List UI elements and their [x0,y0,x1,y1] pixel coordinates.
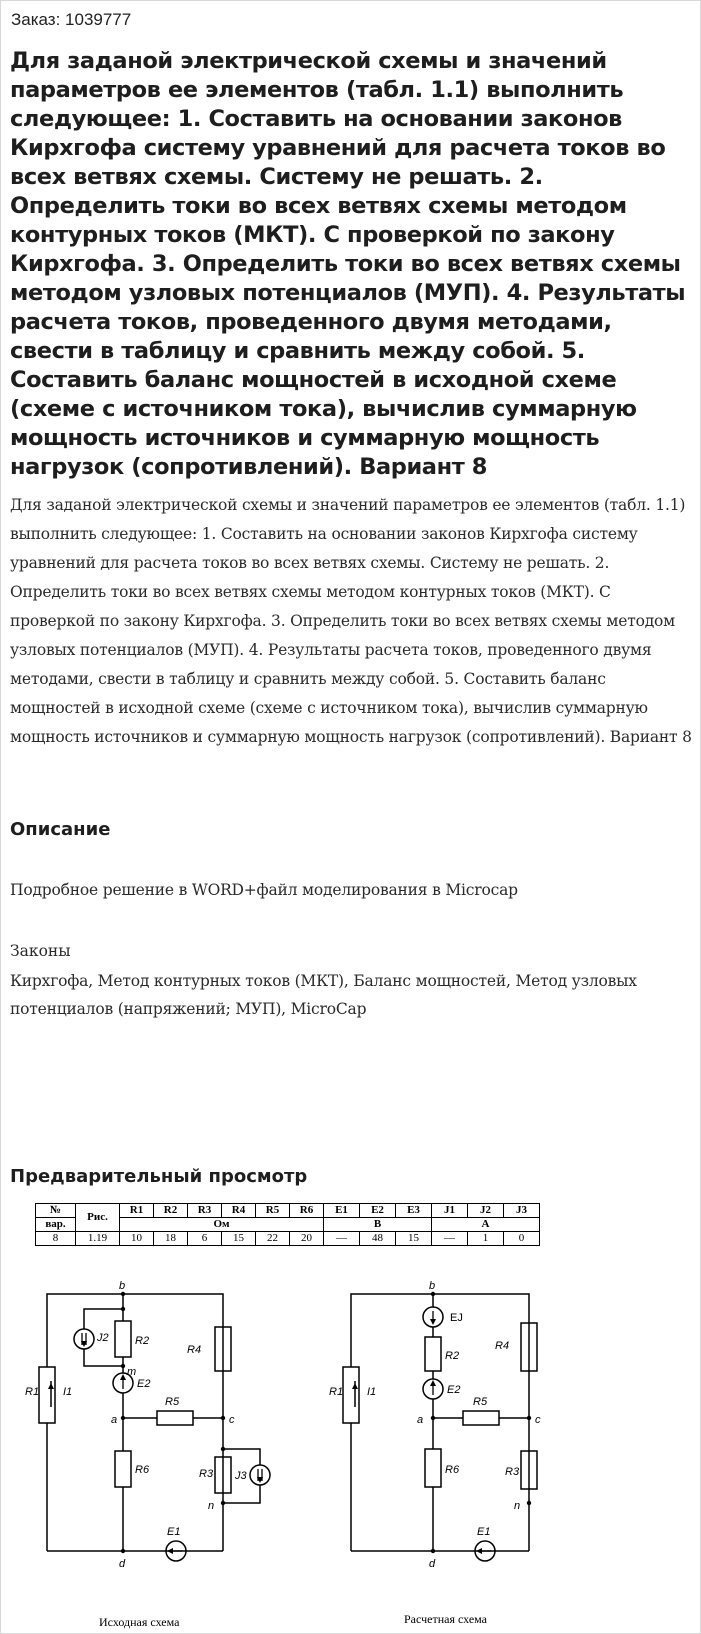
i1-label: I1 [63,1386,73,1398]
table-unit-cell: Ом [120,1218,324,1232]
node-n-label: n [514,1500,521,1512]
table-header-row [36,1204,540,1218]
j3-label: J3 [235,1470,247,1482]
laws-label: Законы [10,942,71,960]
table-cell: — [432,1232,468,1246]
description-text: Подробное решение в WORD+файл моделирования в Microcap [10,881,518,899]
table-header-cell: E2 [360,1204,396,1218]
node-a-label: a [417,1414,424,1426]
r3-label: R3 [505,1466,520,1478]
r4-label: R4 [495,1340,510,1352]
table-cell: 15 [396,1232,432,1246]
r6-label: R6 [445,1464,460,1476]
node-b-label: b [429,1280,436,1292]
table-cell: 6 [188,1232,222,1246]
r4-label: R4 [187,1344,202,1356]
r6-label: R6 [135,1464,150,1476]
table-cell: 20 [290,1232,324,1246]
table-header-cell: Рис. [76,1204,120,1232]
table-header-cell: J3 [504,1204,540,1218]
laws-list: Кирхгофа, Метод контурных токов (МКТ), Баланс мощностей, Метод узловых потенциалов (напряжений; МУП), MicroCap [10,972,637,1018]
r2-label: R2 [135,1335,150,1347]
e2-label: E2 [447,1384,461,1396]
i1-label: I1 [367,1386,377,1398]
table-cell: 22 [256,1232,290,1246]
parameters-table [35,1203,540,1246]
node-d-label: d [119,1558,126,1570]
table-header-cell: E3 [396,1204,432,1218]
e2-label: E2 [137,1378,151,1390]
table-cell: 18 [154,1232,188,1246]
node-d-label: d [429,1558,436,1570]
table-header-cell: № [36,1204,76,1218]
j2-label: J2 [97,1332,109,1344]
table-header-cell: R5 [256,1204,290,1218]
node-a-label: a [111,1414,118,1426]
table-cell: — [324,1232,360,1246]
table-header-cell: R3 [188,1204,222,1218]
preview-heading: Предварительный просмотр [10,1166,308,1187]
table-unit-cell: А [432,1218,540,1232]
table-header-cell: R1 [120,1204,154,1218]
e3-label: E1 [477,1526,491,1538]
node-c-label: c [229,1414,235,1426]
table-header-cell: R4 [222,1204,256,1218]
node-c-label: c [535,1414,541,1426]
table-cell: 10 [120,1232,154,1246]
r2-label: R2 [445,1350,460,1362]
description-heading: Описание [10,819,111,840]
table-unit-cell: В [324,1218,432,1232]
table-cell: 0 [504,1232,540,1246]
node-m-label: m [127,1366,137,1378]
table-cell: 48 [360,1232,396,1246]
circuit-schematics [1,1279,701,1619]
table-cell: 1 [468,1232,504,1246]
table-cell: 15 [222,1232,256,1246]
r3-label: R3 [199,1468,214,1480]
order-number: Заказ: 1039777 [11,10,132,29]
table-cell: 8 [36,1232,76,1246]
table-header-cell: вар. [36,1218,76,1232]
table-header-cell: J1 [432,1204,468,1218]
node-b-label: b [119,1280,126,1292]
r1-label: R1 [329,1386,344,1398]
task-text: Для заданой электрической схемы и значений параметров ее элементов (табл. 1.1) выполнить следующее: 1. Составить на основании законов Кирхгофа систему уравнений для расчета токов во всех ветвях схемы. Систему не решать. 2. Определить токи во всех ветвях схемы методом контурных токов (МКТ). С проверкой по закону Кирхгофа. 3. Определить токи во всех ветвях схемы методом узловых потенциалов (МУП). 4. Результаты расчета токов, проведенного двумя методами, свести в таблицу и сравнить между собой. 5. Составить баланс мощностей в исходной схеме (схеме с источником тока), вычислив суммарную мощность источников и суммарную мощность нагрузок (сопротивлений). Вариант 8 [10,496,692,746]
table-cell: 1.19 [76,1232,120,1246]
caption-original-circuit: Исходная схема [99,1615,180,1629]
table-header-cell: E1 [324,1204,360,1218]
table-header-cell: R6 [290,1204,324,1218]
node-n-label: n [208,1500,215,1512]
ej-label: EJ [450,1312,463,1324]
table-header-cell: J2 [468,1204,504,1218]
e1-label: E1 [167,1526,181,1538]
r5-label: R5 [473,1396,488,1408]
page-title: Для заданой электрической схемы и значений параметров ее элементов (табл. 1.1) выполнить следующее: 1. Составить на основании законов Кирхгофа систему уравнений для расчета токов во всех ветвях схемы. Систему не решать. 2. Определить токи во всех ветвях схемы методом контурных токов (МКТ). С проверкой по закону Кирхгофа. 3. Определить токи во всех ветвях схемы методом узловых потенциалов (МУП). 4. Результаты расчета токов, проведенного двумя методами, свести в таблицу и сравнить между собой. 5. Составить баланс мощностей в исходной схеме (схеме с источником тока), вычислив суммарную мощность источников и суммарную мощность нагрузок (сопротивлений). Вариант 8 [10,48,686,480]
table-header-cell: R2 [154,1204,188,1218]
r1-label: R1 [25,1386,40,1398]
r5-label: R5 [165,1396,180,1408]
table-row [36,1232,540,1246]
caption-calculated-circuit: Расчетная схема [404,1612,487,1626]
